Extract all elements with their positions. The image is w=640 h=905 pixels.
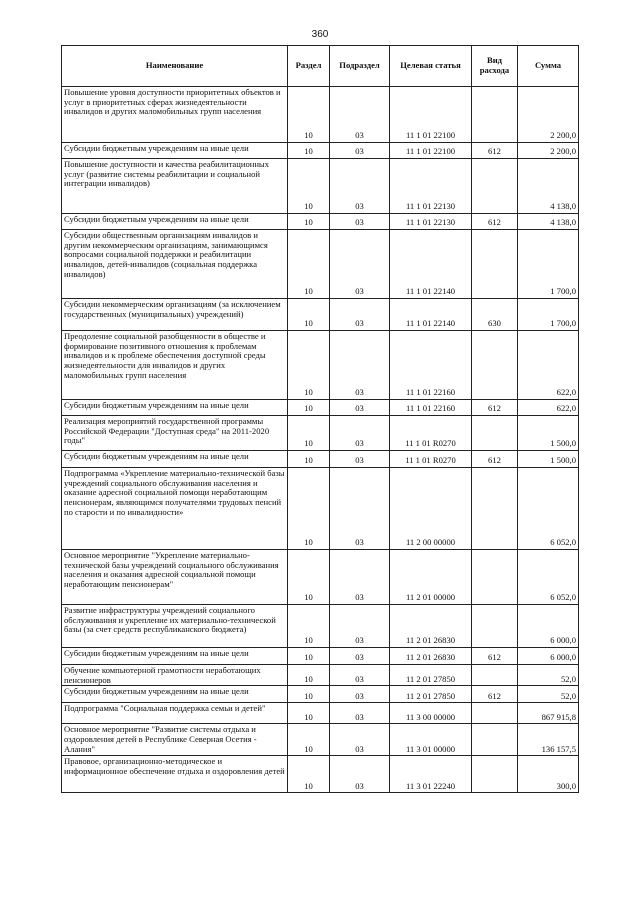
table-row: [62, 159, 579, 214]
row-section: 10: [288, 87, 330, 143]
table-row: [62, 550, 579, 605]
table-row: [62, 230, 579, 299]
row-expense-type: [472, 703, 518, 724]
row-expense-type: [472, 665, 518, 686]
row-target: 11 2 01 26830: [390, 605, 472, 648]
row-name: Преодоление социальной разобщенности в обществе и формирование позитивного отношения к проблемам инвалидов и к проблеме обеспечения доступной среды жизнедеятельности для инвалидов и других маломобильных групп населения: [62, 331, 288, 400]
row-subsection: 03: [330, 605, 390, 648]
table-row: [62, 605, 579, 648]
row-target: 11 1 01 R0270: [390, 416, 472, 451]
row-target: 11 1 01 22140: [390, 299, 472, 331]
row-subsection: 03: [330, 87, 390, 143]
row-target: 11 1 01 22130: [390, 159, 472, 214]
row-subsection: 03: [330, 686, 390, 703]
row-expense-type: 612: [472, 214, 518, 230]
row-sum: 2 200,0: [518, 143, 579, 159]
table-row: [62, 665, 579, 686]
table-row: [62, 468, 579, 550]
row-target: 11 1 01 22140: [390, 230, 472, 299]
row-expense-type: 630: [472, 299, 518, 331]
row-name: Субсидии бюджетным учреждениям на иные цели: [62, 451, 288, 468]
header-section: Раздел: [288, 46, 330, 87]
row-subsection: 03: [330, 756, 390, 793]
row-target: 11 2 01 00000: [390, 550, 472, 605]
row-sum: 1 500,0: [518, 416, 579, 451]
row-subsection: 03: [330, 648, 390, 665]
table-row: [62, 87, 579, 143]
row-sum: 867 915,8: [518, 703, 579, 724]
row-name: Развитие инфраструктуры учреждений социального обслуживания и укрепление их материально-технической базы (за счет средств республиканского бюджета): [62, 605, 288, 648]
row-sum: 52,0: [518, 686, 579, 703]
table-row: [62, 724, 579, 756]
row-name: Субсидии бюджетным учреждениям на иные цели: [62, 686, 288, 703]
row-subsection: 03: [330, 665, 390, 686]
row-sum: 4 138,0: [518, 159, 579, 214]
row-section: 10: [288, 703, 330, 724]
row-section: 10: [288, 230, 330, 299]
row-subsection: 03: [330, 159, 390, 214]
row-expense-type: [472, 331, 518, 400]
row-subsection: 03: [330, 451, 390, 468]
table-row: [62, 703, 579, 724]
row-section: 10: [288, 756, 330, 793]
row-expense-type: [472, 87, 518, 143]
row-expense-type: [472, 230, 518, 299]
row-name: Правовое, организационно-методическое и информационное обеспечение отдыха и оздоровления детей: [62, 756, 288, 793]
row-section: 10: [288, 451, 330, 468]
row-name: Подпрограмма "Социальная поддержка семьи и детей": [62, 703, 288, 724]
row-name: Повышение уровня доступности приоритетных объектов и услуг в приоритетных сферах жизнедеятельности инвалидов и других маломобильных групп населения: [62, 87, 288, 143]
row-expense-type: 612: [472, 451, 518, 468]
row-subsection: 03: [330, 468, 390, 550]
row-target: 11 1 01 22100: [390, 87, 472, 143]
header-expense-type: Вид расхода: [472, 46, 518, 87]
row-target: 11 3 01 22240: [390, 756, 472, 793]
row-name: Субсидии бюджетным учреждениям на иные цели: [62, 143, 288, 159]
table-row: [62, 143, 579, 159]
row-name: Субсидии бюджетным учреждениям на иные цели: [62, 648, 288, 665]
row-section: 10: [288, 605, 330, 648]
row-expense-type: 612: [472, 400, 518, 416]
row-sum: 1 700,0: [518, 299, 579, 331]
row-name: Субсидии бюджетным учреждениям на иные цели: [62, 400, 288, 416]
row-target: 11 3 00 00000: [390, 703, 472, 724]
row-target: 11 1 01 R0270: [390, 451, 472, 468]
row-target: 11 1 01 22100: [390, 143, 472, 159]
row-expense-type: [472, 550, 518, 605]
row-subsection: 03: [330, 299, 390, 331]
row-name: Основное мероприятие "Укрепление материально-технической базы учреждений социального обслуживания населения и оказания адресной социальной помощи неработающим пенсионерам": [62, 550, 288, 605]
row-expense-type: [472, 416, 518, 451]
row-expense-type: [472, 724, 518, 756]
row-section: 10: [288, 299, 330, 331]
row-section: 10: [288, 724, 330, 756]
row-sum: 300,0: [518, 756, 579, 793]
row-name: Подпрограмма «Укрепление материально-технической базы учреждений социального обслуживания населения и оказание адресной социальной помощи неработающим пенсионерам, являющимся получателями трудовых пенсий по старости и по инвалидности»: [62, 468, 288, 550]
row-sum: 52,0: [518, 665, 579, 686]
header-sum: Сумма: [518, 46, 579, 87]
row-sum: 6 000,0: [518, 605, 579, 648]
header-target: Целевая статья: [390, 46, 472, 87]
row-section: 10: [288, 468, 330, 550]
row-subsection: 03: [330, 724, 390, 756]
table-row: [62, 299, 579, 331]
row-sum: 6 000,0: [518, 648, 579, 665]
row-sum: 6 052,0: [518, 468, 579, 550]
row-sum: 1 700,0: [518, 230, 579, 299]
row-sum: 6 052,0: [518, 550, 579, 605]
table-row: [62, 686, 579, 703]
row-expense-type: 612: [472, 686, 518, 703]
row-section: 10: [288, 665, 330, 686]
row-section: 10: [288, 331, 330, 400]
table-row: [62, 756, 579, 793]
row-section: 10: [288, 550, 330, 605]
table-row: [62, 400, 579, 416]
row-expense-type: [472, 468, 518, 550]
row-sum: 4 138,0: [518, 214, 579, 230]
row-sum: 622,0: [518, 400, 579, 416]
row-subsection: 03: [330, 230, 390, 299]
row-section: 10: [288, 648, 330, 665]
header-name: Наименование: [62, 46, 288, 87]
row-sum: 622,0: [518, 331, 579, 400]
header-subsection: Подраздел: [330, 46, 390, 87]
row-target: 11 3 01 00000: [390, 724, 472, 756]
row-expense-type: [472, 756, 518, 793]
table-row: [62, 648, 579, 665]
row-section: 10: [288, 400, 330, 416]
row-name: Субсидии некоммерческим организациям (за исключением государственных (муниципальных) учреждений): [62, 299, 288, 331]
row-target: 11 2 00 00000: [390, 468, 472, 550]
row-subsection: 03: [330, 214, 390, 230]
row-expense-type: 612: [472, 648, 518, 665]
row-name: Субсидии общественным организациям инвалидов и другим некоммерческим организациям, занимающимся вопросами социальной поддержки и реабилитации инвалидов, детей-инвалидов (социальная поддержка инвалидов): [62, 230, 288, 299]
row-target: 11 2 01 26830: [390, 648, 472, 665]
row-target: 11 1 01 22130: [390, 214, 472, 230]
row-sum: 1 500,0: [518, 451, 579, 468]
row-target: 11 2 01 27850: [390, 665, 472, 686]
row-subsection: 03: [330, 400, 390, 416]
table-row: [62, 416, 579, 451]
row-target: 11 1 01 22160: [390, 400, 472, 416]
row-target: 11 1 01 22160: [390, 331, 472, 400]
row-section: 10: [288, 159, 330, 214]
row-section: 10: [288, 143, 330, 159]
table-row: [62, 451, 579, 468]
row-sum: 2 200,0: [518, 87, 579, 143]
row-name: Субсидии бюджетным учреждениям на иные цели: [62, 214, 288, 230]
row-subsection: 03: [330, 331, 390, 400]
row-section: 10: [288, 416, 330, 451]
row-name: Основное мероприятие "Развитие системы отдыха и оздоровления детей в Республике Северная Осетия - Алания": [62, 724, 288, 756]
row-subsection: 03: [330, 416, 390, 451]
row-expense-type: [472, 159, 518, 214]
row-name: Повышение доступности и качества реабилитационных услуг (развитие системы реабилитации и социальной интеграции инвалидов): [62, 159, 288, 214]
table-header-row: [62, 46, 579, 87]
table-row: [62, 214, 579, 230]
row-name: Реализация мероприятий государственной программы Российской Федерации "Доступная среда" на 2011-2020 годы": [62, 416, 288, 451]
budget-table: [61, 45, 579, 793]
table-row: [62, 331, 579, 400]
row-name: Обучение компьютерной грамотности неработающих пенсионеров: [62, 665, 288, 686]
row-section: 10: [288, 214, 330, 230]
row-subsection: 03: [330, 143, 390, 159]
row-section: 10: [288, 686, 330, 703]
row-expense-type: [472, 605, 518, 648]
row-target: 11 2 01 27850: [390, 686, 472, 703]
row-subsection: 03: [330, 703, 390, 724]
page-number: 360: [311, 29, 329, 40]
row-subsection: 03: [330, 550, 390, 605]
row-sum: 136 157,5: [518, 724, 579, 756]
row-expense-type: 612: [472, 143, 518, 159]
